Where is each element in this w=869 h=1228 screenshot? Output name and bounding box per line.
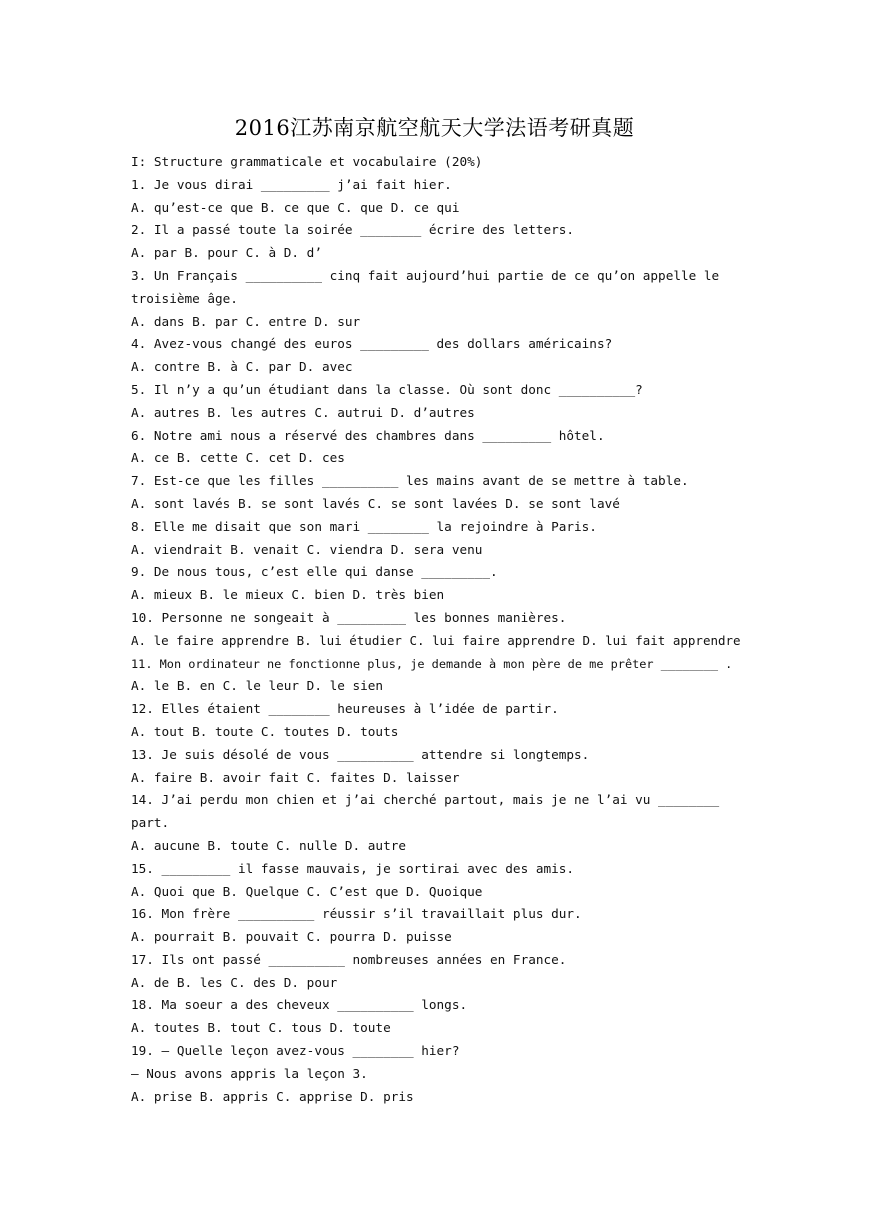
text-line: I: Structure grammaticale et vocabulaire (20%) [131, 154, 483, 169]
text-line: A. qu’est-ce que B. ce que C. que D. ce qui [131, 199, 460, 215]
text-line: A. faire B. avoir fait C. faites D. laisser [131, 769, 460, 785]
text-line: 2. Il a passé toute la soirée ________ écrire des letters. [131, 222, 575, 238]
text-line: A. aucune B. toute C. nulle D. autre [131, 837, 406, 853]
text-line: 12. Elles étaient ________ heureuses à l’idée de partir. [131, 701, 559, 717]
document-body [131, 151, 741, 1108]
text-line: 16. Mon frère __________ réussir s’il travaillait plus dur. [131, 906, 582, 922]
text-line: 10. Personne ne songeait à _________ les bonnes manières. [131, 609, 567, 625]
text-line: A. de B. les C. des D. pour [131, 974, 338, 990]
text-line: 4. Avez-vous changé des euros _________ des dollars américains? [131, 336, 613, 352]
text-line: troisième âge. [131, 290, 238, 306]
text-line: A. pourrait B. pouvait C. pourra D. puisse [131, 929, 452, 945]
text-line: A. contre B. à C. par D. avec [131, 359, 353, 375]
text-line: A. mieux B. le mieux C. bien D. très bien [131, 587, 445, 603]
text-line: A. sont lavés B. se sont lavés C. se sont lavées D. se sont lavé [131, 495, 620, 511]
text-line: A. viendrait B. venait C. viendra D. sera venu [131, 541, 483, 557]
text-line: 5. Il n’y a qu’un étudiant dans la classe. Où sont donc __________? [131, 381, 643, 397]
text-line: 17. Ils ont passé __________ nombreuses années en France. [131, 951, 567, 967]
text-line: A. dans B. par C. entre D. sur [131, 313, 361, 329]
text-line: 8. Elle me disait que son mari ________ la rejoindre à Paris. [131, 518, 597, 534]
text-line: 14. J’ai perdu mon chien et j’ai cherché partout, mais je ne l’ai vu ________ [131, 792, 720, 808]
text-line: A. par B. pour C. à D. d’ [131, 245, 322, 261]
text-line: A. le B. en C. le leur D. le sien [131, 678, 384, 694]
text-line: A. toutes B. tout C. tous D. toute [131, 1020, 391, 1036]
text-line: part. [131, 815, 170, 831]
text-line: 18. Ma soeur a des cheveux __________ longs. [131, 997, 468, 1013]
text-line: 13. Je suis désolé de vous __________ attendre si longtemps. [131, 746, 590, 762]
text-line: A. le faire apprendre B. lui étudier C. lui faire apprendre D. lui fait apprendre [131, 632, 741, 648]
text-line: A. autres B. les autres C. autrui D. d’autres [131, 404, 475, 420]
text-line: 1. Je vous dirai _________ j’ai fait hier. [131, 176, 452, 192]
text-line: A. prise B. appris C. apprise D. pris [131, 1088, 414, 1104]
text-line: – Nous avons appris la leçon 3. [131, 1065, 368, 1081]
document-title: 2016江苏南京航空航天大学法语考研真题 [234, 116, 635, 140]
text-line: 3. Un Français __________ cinq fait aujourd’hui partie de ce qu’on appelle le [131, 267, 720, 283]
text-line: 6. Notre ami nous a réservé des chambres dans _________ hôtel. [131, 427, 605, 443]
text-line: 19. – Quelle leçon avez-vous ________ hier? [131, 1043, 460, 1059]
text-line: A. Quoi que B. Quelque C. C’est que D. Quoique [131, 883, 483, 899]
text-line: A. tout B. toute C. toutes D. touts [131, 723, 399, 739]
text-line: 7. Est-ce que les filles __________ les mains avant de se mettre à table. [131, 473, 689, 489]
text-line: 15. _________ il fasse mauvais, je sortirai avec des amis. [131, 860, 575, 876]
text-line: 11. Mon ordinateur ne fonctionne plus, je demande à mon père de me prêter ________ . [131, 656, 733, 671]
text-line: 9. De nous tous, c’est elle qui danse _________. [131, 564, 498, 580]
text-line: A. ce B. cette C. cet D. ces [131, 450, 345, 466]
